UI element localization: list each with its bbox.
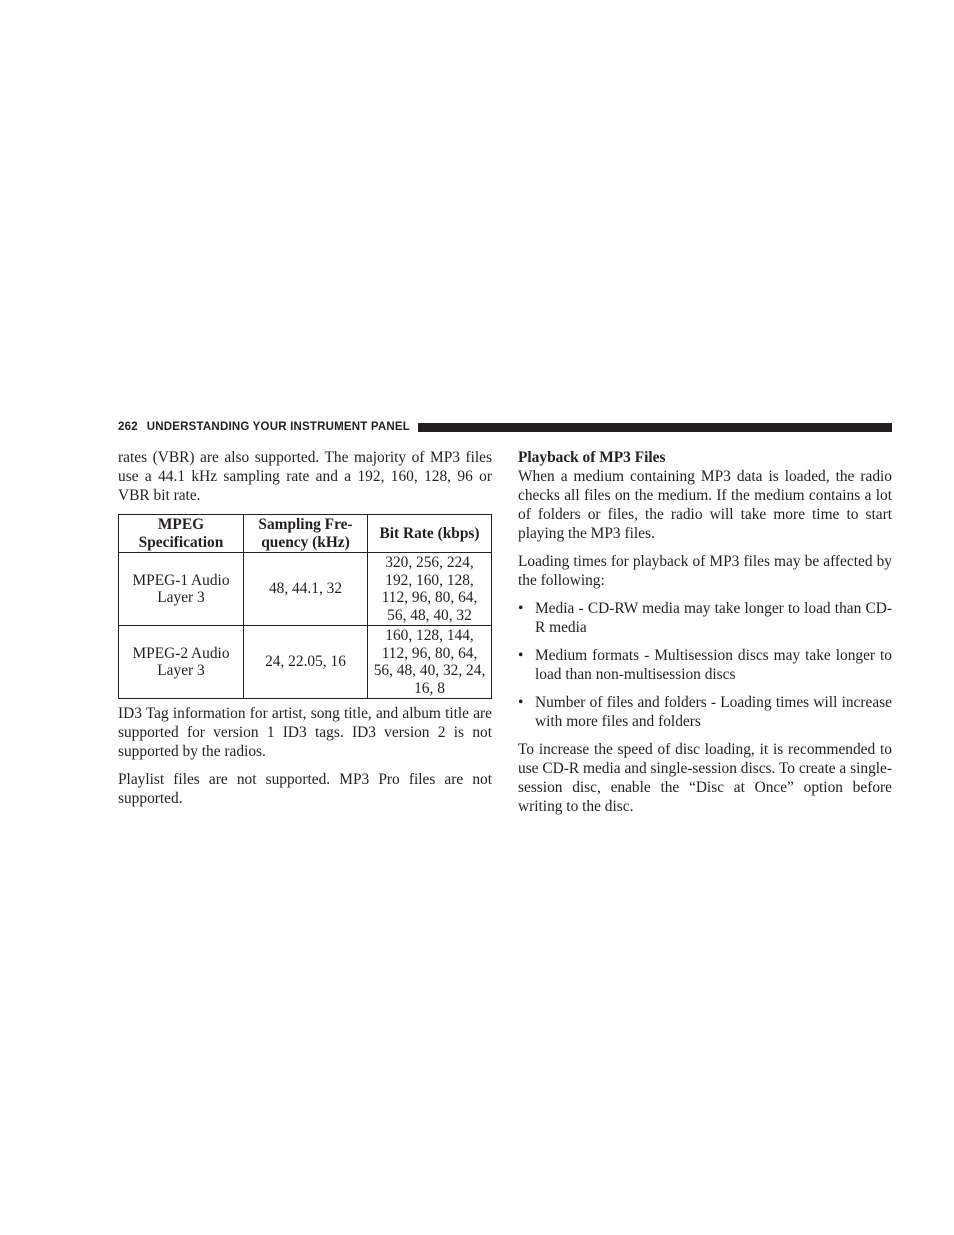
intro-paragraph: rates (VBR) are also supported. The majority of MP3 files use a 44.1 kHz sampling rate and a 192, 160, 128, 96 or VBR bit rate. [118, 449, 492, 504]
playback-paragraph: When a medium containing MP3 data is loaded, the radio checks all files on the medium. If the medium contains a lot of folders or files, the radio will take more time to start playing the MP3 files. [518, 468, 892, 542]
list-item-text: Number of files and folders - Loading times will increase with more files and folders [535, 694, 892, 730]
table-cell: MPEG-1 Audio Layer 3 [119, 553, 244, 626]
table-header-cell: MPEG Specification [119, 515, 244, 553]
list-item-text: Medium formats - Multisession discs may take longer to load than non-multisession discs [535, 647, 892, 683]
mp3-spec-table [118, 514, 492, 699]
list-item [518, 599, 892, 637]
table-header-cell: Sampling Fre- quency (kHz) [244, 515, 368, 553]
id3-paragraph: ID3 Tag information for artist, song title, and album title are supported for version 1 ID3 tags. ID3 version 2 is not supported by the radios. [118, 705, 492, 760]
table-cell: 160, 128, 144, 112, 96, 80, 64, 56, 48, 40, 32, 24, 16, 8 [368, 626, 492, 699]
page-number: 262 [118, 421, 138, 433]
bullet-icon: • [518, 600, 524, 617]
table-header-cell: Bit Rate (kbps) [368, 515, 492, 553]
right-column [518, 448, 892, 825]
list-item [518, 693, 892, 731]
bullet-icon: • [518, 694, 524, 711]
bullet-icon: • [518, 647, 524, 664]
table-header-row [119, 515, 492, 553]
section-title: UNDERSTANDING YOUR INSTRUMENT PANEL [146, 421, 410, 433]
header-rule [418, 423, 892, 432]
table-row [119, 553, 492, 626]
left-column [118, 448, 492, 817]
table-cell: 24, 22.05, 16 [244, 626, 368, 699]
table-cell: 320, 256, 224, 192, 160, 128, 112, 96, 80, 64, 56, 48, 40, 32 [368, 553, 492, 626]
recommendation-paragraph: To increase the speed of disc loading, it is recommended to use CD-R media and single-session discs. To create a single-session disc, enable the “Disc at Once” option before writing to the disc. [518, 741, 892, 815]
table-cell: 48, 44.1, 32 [244, 553, 368, 626]
list-item-text: Media - CD-RW media may take longer to load than CD-R media [535, 600, 892, 636]
table-row [119, 626, 492, 699]
page-header [118, 419, 892, 435]
loading-factors-list [518, 599, 892, 731]
playlist-paragraph: Playlist files are not supported. MP3 Pro files are not supported. [118, 771, 492, 807]
section-heading: Playback of MP3 Files [518, 449, 666, 466]
table-cell: MPEG-2 Audio Layer 3 [119, 626, 244, 699]
list-item [518, 646, 892, 684]
loading-times-paragraph: Loading times for playback of MP3 files may be affected by the following: [518, 553, 892, 589]
